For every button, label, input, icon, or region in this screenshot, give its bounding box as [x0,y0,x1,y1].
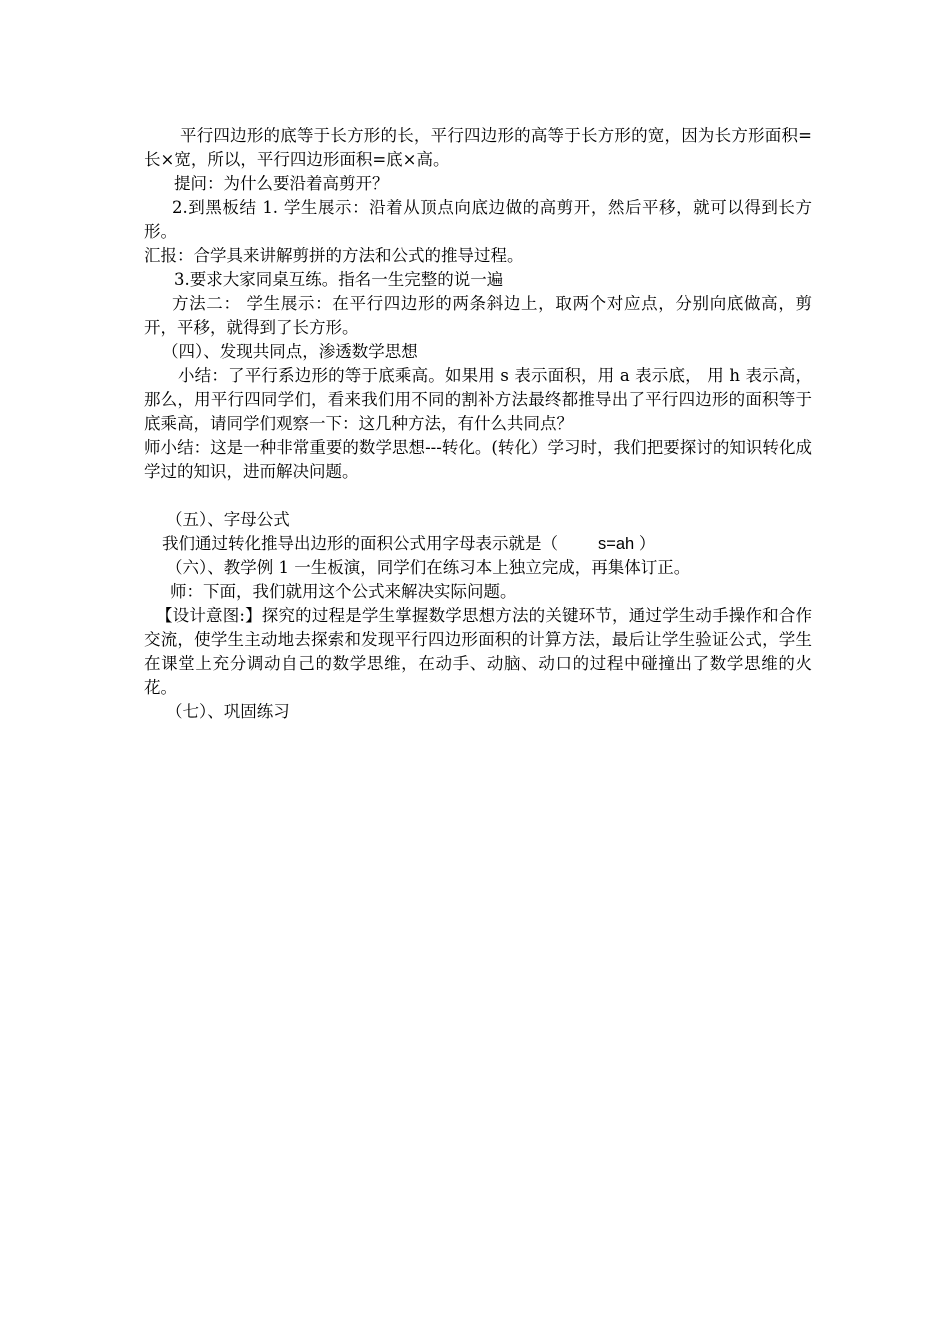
paragraph-summary: 小结：了平行系边形的等于底乘高。如果用 s 表示面积，用 a 表示底， 用 h 表示高，那么，用平行四同学们，看来我们用不同的割补方法最终都推导出了平行四边形的面积等于底乘高，请同学们观察一下：这几种方法，有什么共同点？ [144,366,812,433]
section-heading-four: （四）、发现共同点，渗透数学思想 [162,342,418,361]
blank-line [144,484,812,508]
section-heading-five: （五）、字母公式 [166,510,290,529]
paragraph-formula [144,532,812,556]
paragraph-report: 汇报：合学具来讲解剪拼的方法和公式的推导过程。 [144,246,524,265]
paragraph-teacher-intro: 师：下面，我们就用这个公式来解决实际问题。 [170,582,517,601]
paragraph-pair-practice: 3.要求大家同桌互练。指名一生完整的说一遍 [174,270,504,289]
paragraph-method-two: 方法二： 学生展示：在平行四边形的两条斜边上，取两个对应点，分别向底做高，剪开，平移，就得到了长方形。 [144,294,812,337]
paragraph-student-demo: 2.到黑板结 1. 学生展示：沿着从顶点向底边做的高剪开，然后平移，就可以得到长方形。 [144,198,812,241]
paragraph-area-explanation: 平行四边形的底等于长方形的长，平行四边形的高等于长方形的宽，因为长方形面积=长×宽，所以，平行四边形面积=底×高。 [144,126,812,169]
document-page [144,124,812,724]
paragraph-question: 提问：为什么要沿着高剪开？ [174,174,389,193]
formula-text: s=ah ） [598,535,656,553]
section-heading-seven: （七）、巩固练习 [166,702,290,721]
paragraph-teacher-summary: 师小结：这是一种非常重要的数学思想---转化。(转化）学习时，我们把要探讨的知识转化成学过的知识，进而解决问题。 [144,438,812,481]
paragraph-design-intent: 【设计意图:】探究的过程是学生掌握数学思想方法的关键环节，通过学生动手操作和合作交流，使学生主动地去探索和发现平行四边形面积的计算方法，最后让学生验证公式，学生在课堂上充分调动自己的数学思维，在动手、动脑、动口的过程中碰撞出了数学思维的火花。 [144,606,812,697]
formula-lead-text: 我们通过转化推导出边形的面积公式用字母表示就是（ [162,534,558,553]
section-heading-six: （六）、教学例 1 一生板演，同学们在练习本上独立完成，再集体订正。 [166,558,691,577]
